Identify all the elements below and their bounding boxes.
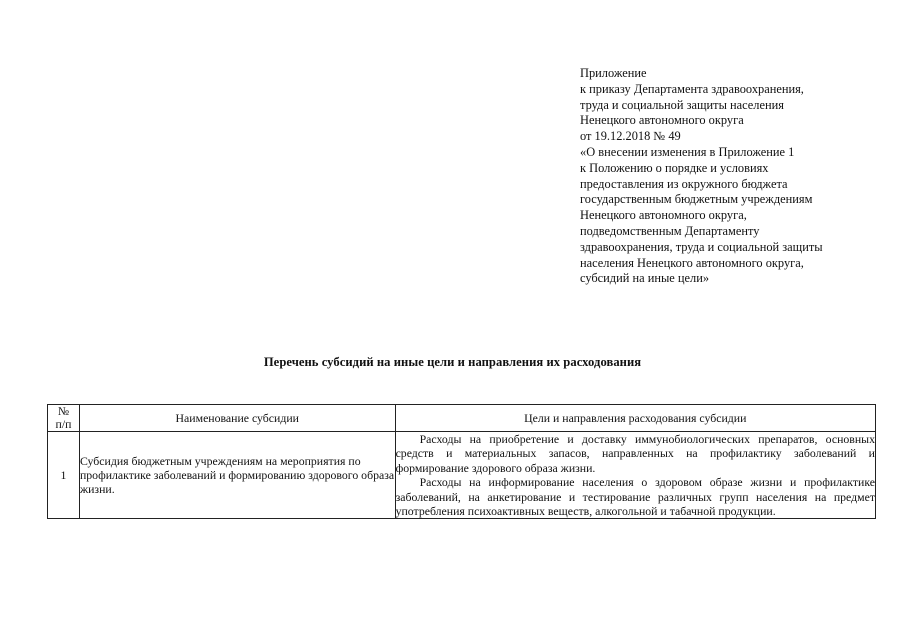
table-header-row <box>48 405 876 432</box>
table-row <box>48 432 876 519</box>
appendix-line: «О внесении изменения в Приложение 1 <box>580 144 795 159</box>
appendix-line: Ненецкого автономного округа, <box>580 208 747 223</box>
appendix-line: труда и социальной защиты населения <box>580 97 784 112</box>
header-number-sign: № <box>57 404 70 418</box>
header-goals: Цели и направления расходования субсидии <box>395 405 875 432</box>
subsidies-table <box>47 404 876 519</box>
row-number: 1 <box>48 432 80 519</box>
appendix-line: Ненецкого автономного округа <box>580 113 744 128</box>
table-header <box>48 405 876 432</box>
appendix-header <box>580 66 880 287</box>
goal-paragraph: Расходы на приобретение и доставку иммунобиологических препаратов, основных средств и материальных запасов, направленных на профилактику заболеваний и формирование здорового образа жизни. <box>395 432 875 475</box>
appendix-line: субсидий на иные цели» <box>580 271 710 286</box>
document-title: Перечень субсидий на иные цели и направления их расходования <box>263 355 642 369</box>
goal-paragraph: Расходы на информирование населения о здоровом образе жизни и профилактике заболеваний, на анкетирование и тестирование различных групп населения на предмет употребления психоактивных веществ, алкогольной и табачной продукции. <box>395 475 875 519</box>
subsidy-goals <box>395 432 875 519</box>
appendix-line: здравоохранения, труда и социальной защиты <box>580 239 823 254</box>
header-subsidy-name: Наименование субсидии <box>79 405 395 432</box>
header-number-abbr: п/п <box>55 417 72 431</box>
appendix-line: к приказу Департамента здравоохранения, <box>580 81 804 96</box>
subsidy-name: Субсидия бюджетным учреждениям на мероприятия по профилактике заболеваний и формированию здорового образа жизни. <box>79 432 395 519</box>
appendix-line: населения Ненецкого автономного округа, <box>580 255 804 270</box>
header-number <box>48 405 80 432</box>
appendix-line: Приложение <box>580 66 647 80</box>
appendix-line: государственным бюджетным учреждениям <box>580 192 813 207</box>
appendix-line: подведомственным Департаменту <box>580 223 760 238</box>
appendix-line: от 19.12.2018 № 49 <box>580 129 681 144</box>
appendix-line: к Положению о порядке и условиях <box>580 160 769 175</box>
appendix-line: предоставления из окружного бюджета <box>580 176 788 191</box>
